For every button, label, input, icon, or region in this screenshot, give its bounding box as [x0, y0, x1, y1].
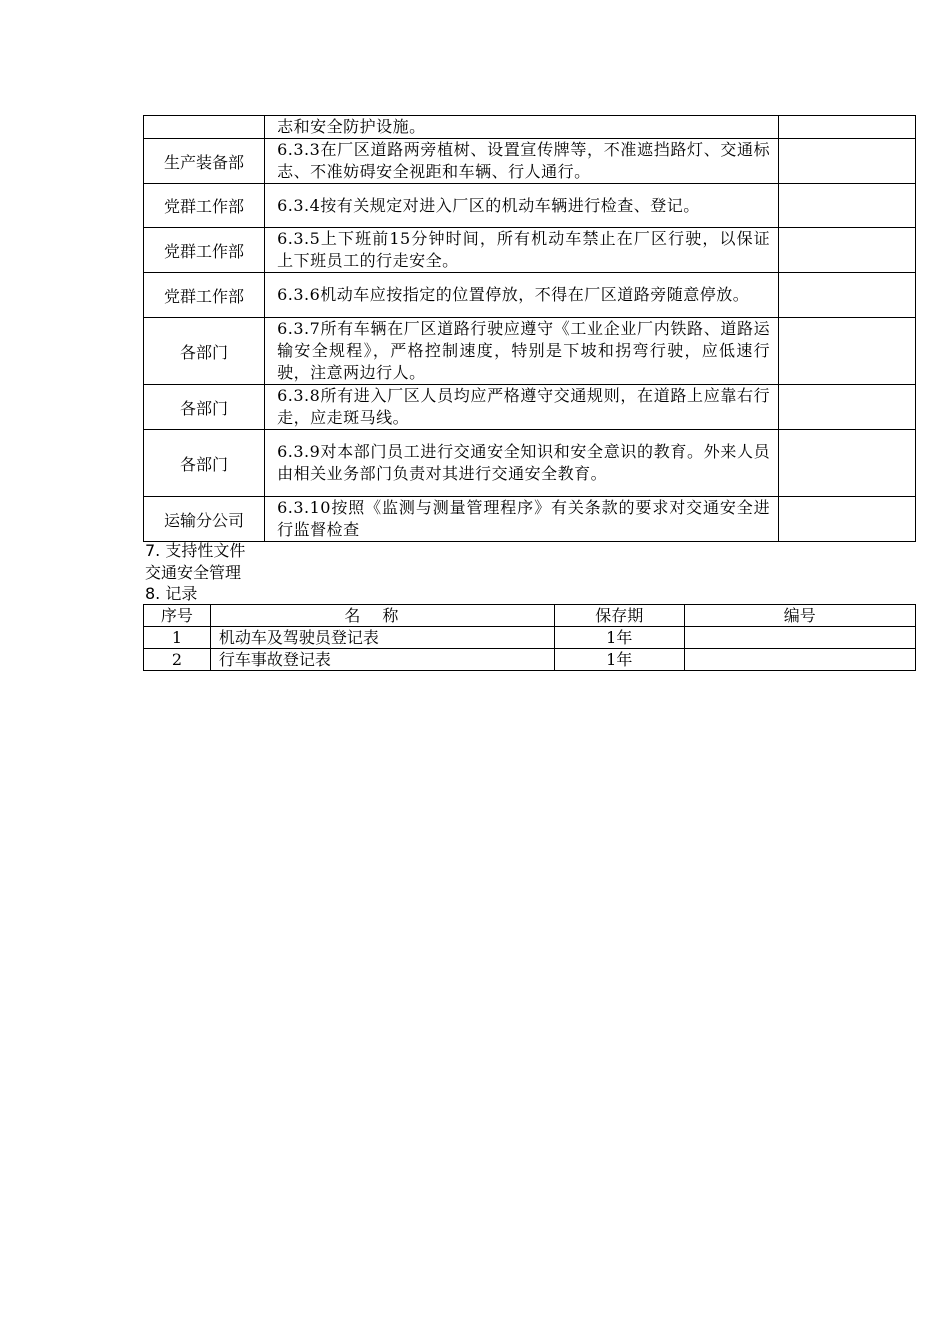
responsibility-table — [143, 115, 916, 542]
table-row — [144, 184, 916, 228]
record-keep: 1年 — [554, 649, 684, 671]
blank-cell — [779, 430, 916, 497]
content-cell: 6.3.7所有车辆在厂区道路行驶应遵守《工业企业厂内铁路、道路运输安全规程》，严格控制速度，特别是下坡和拐弯行驶，应低速行驶，注意两边行人。 — [265, 318, 779, 385]
dept-cell: 党群工作部 — [144, 184, 265, 228]
content-cell: 6.3.9对本部门员工进行交通安全知识和安全意识的教育。外来人员由相关业务部门负责对其进行交通安全教育。 — [265, 430, 779, 497]
content-cell: 6.3.10按照《监测与测量管理程序》有关条款的要求对交通安全进行监督检查 — [265, 497, 779, 542]
section-7-text: 交通安全管理 — [145, 563, 242, 582]
table-row — [144, 649, 916, 671]
blank-cell — [779, 139, 916, 184]
table-row — [144, 116, 916, 139]
content-cell: 6.3.5上下班前15分钟时间，所有机动车禁止在厂区行驶，以保证上下班员工的行走安全。 — [265, 228, 779, 273]
dept-cell: 各部门 — [144, 430, 265, 497]
section-7-heading: 7. 支持性文件 — [145, 541, 246, 560]
section-8-heading: 8. 记录 — [145, 584, 198, 603]
dept-cell: 党群工作部 — [144, 228, 265, 273]
header-keep: 保存期 — [554, 605, 684, 627]
table-row — [144, 318, 916, 385]
table-row — [144, 497, 916, 542]
header-no: 序号 — [144, 605, 211, 627]
table-row — [144, 228, 916, 273]
content-cell: 6.3.3在厂区道路两旁植树、设置宣传牌等，不准遮挡路灯、交通标志、不准妨碍安全视距和车辆、行人通行。 — [265, 139, 779, 184]
dept-cell: 党群工作部 — [144, 273, 265, 318]
table-row — [144, 430, 916, 497]
blank-cell — [779, 184, 916, 228]
content-cell: 志和安全防护设施。 — [265, 116, 779, 139]
blank-cell — [779, 385, 916, 430]
record-keep: 1年 — [554, 627, 684, 649]
content-cell: 6.3.4按有关规定对进入厂区的机动车辆进行检查、登记。 — [265, 184, 779, 228]
content-cell: 6.3.6机动车应按指定的位置停放，不得在厂区道路旁随意停放。 — [265, 273, 779, 318]
dept-cell: 各部门 — [144, 318, 265, 385]
record-no: 2 — [144, 649, 211, 671]
blank-cell — [779, 273, 916, 318]
blank-cell — [779, 116, 916, 139]
content-cell: 6.3.8所有进入厂区人员均应严格遵守交通规则，在道路上应靠右行走，应走斑马线。 — [265, 385, 779, 430]
record-no: 1 — [144, 627, 211, 649]
table-row — [144, 273, 916, 318]
record-name: 机动车及驾驶员登记表 — [210, 627, 554, 649]
table-row — [144, 627, 916, 649]
dept-cell — [144, 116, 265, 139]
records-header-row — [144, 605, 916, 627]
blank-cell — [779, 228, 916, 273]
record-name: 行车事故登记表 — [210, 649, 554, 671]
table-row — [144, 139, 916, 184]
record-code — [684, 627, 915, 649]
header-name: 名称 — [210, 605, 554, 627]
records-table — [143, 604, 916, 671]
dept-cell: 生产装备部 — [144, 139, 265, 184]
header-code: 编号 — [684, 605, 915, 627]
dept-cell: 各部门 — [144, 385, 265, 430]
blank-cell — [779, 318, 916, 385]
record-code — [684, 649, 915, 671]
blank-cell — [779, 497, 916, 542]
table-row — [144, 385, 916, 430]
dept-cell: 运输分公司 — [144, 497, 265, 542]
